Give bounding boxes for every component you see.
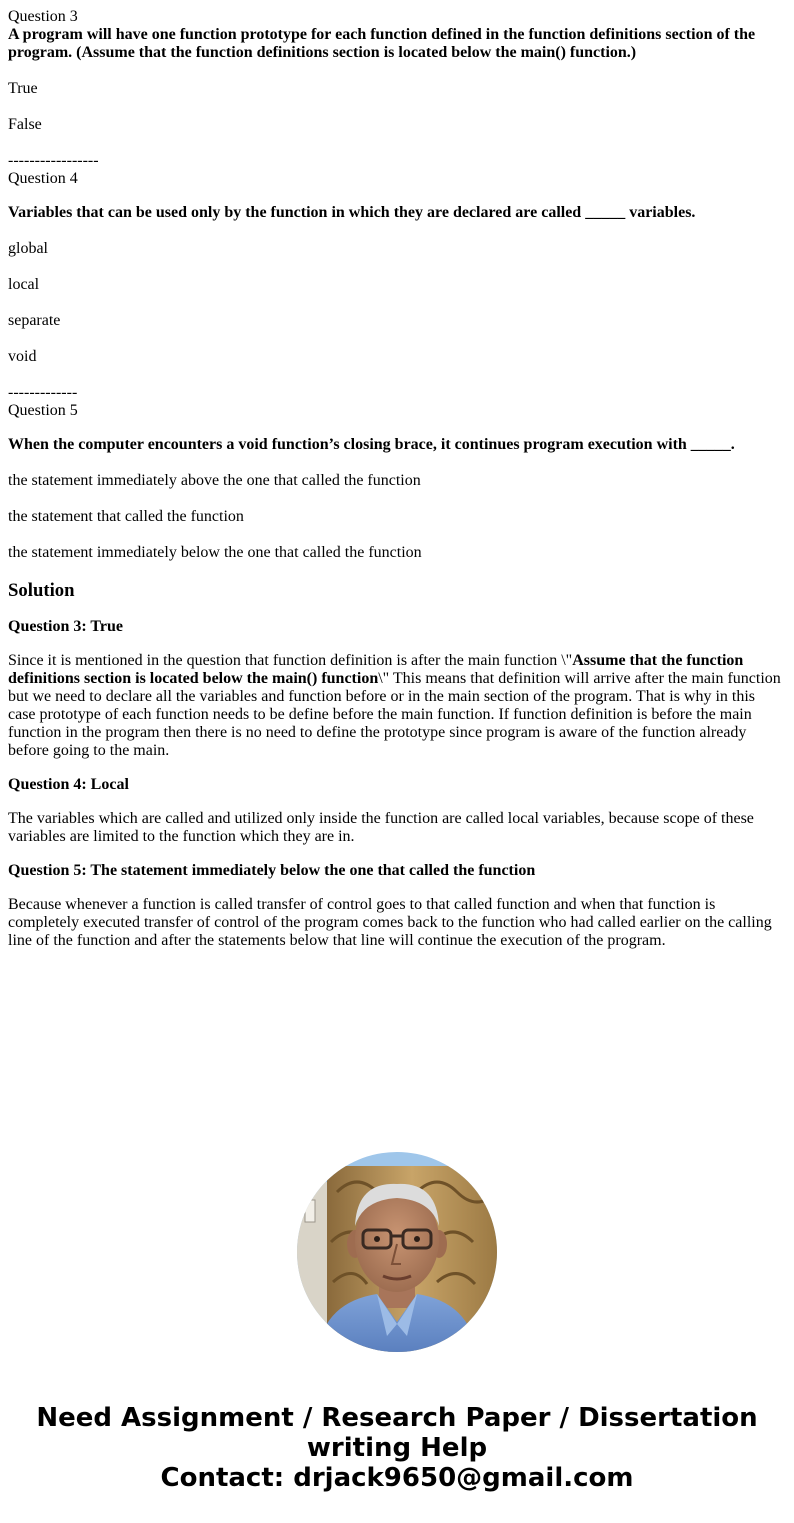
answer-3-text-after: \" This means that definition will arrive after the main function but we need to declare all the variables and function before or in the main section of the program. That is why in this case prototype of each function needs to be define before the main function. If function definition is before the main function in the program then there is no need to define the prototype since program is aware of the function already before going to the main. <box>8 670 781 759</box>
question-3-label: Question 3 <box>8 8 78 25</box>
question-4-option-separate: separate <box>8 312 61 329</box>
answer-3-explanation <box>8 652 786 760</box>
avatar-portrait-image <box>297 1152 497 1352</box>
promo-line-2: writing Help <box>306 1433 488 1463</box>
question-3 <box>8 8 786 170</box>
answer-3-quoted-assumption: Assume that the function definitions section is located below the main() function <box>8 652 744 687</box>
question-5-label: Question 5 <box>8 402 78 419</box>
question-4-option-void: void <box>8 348 37 365</box>
question-4-option-global: global <box>8 240 48 257</box>
separator-2: ------------- <box>8 384 78 401</box>
promo-contact: Contact: drjack9650@gmail.com <box>160 1463 634 1493</box>
promo-line-1: Need Assignment / Research Paper / Dissertation <box>36 1403 758 1433</box>
document-content <box>8 8 786 950</box>
question-5-option-same: the statement that called the function <box>8 508 244 525</box>
question-3-stem: A program will have one function prototype for each function defined in the function definitions section of the program. (Assume that the function definitions section is located below the main() function.) <box>8 26 756 61</box>
answer-4-explanation: The variables which are called and utilized only inside the function are called local variables, because scope of these variables are limited to the function which they are in. <box>8 810 754 845</box>
answer-4-title: Question 4: Local <box>8 776 129 793</box>
question-4-stem: Variables that can be used only by the function in which they are declared are called _____ variables. <box>8 204 696 221</box>
question-3-option-true: True <box>8 80 38 97</box>
question-5-option-below: the statement immediately below the one that called the function <box>8 544 422 561</box>
question-5-option-above: the statement immediately above the one that called the function <box>8 472 421 489</box>
answer-3-text-before: Since it is mentioned in the question that function definition is after the main function \" <box>8 652 573 669</box>
avatar <box>297 1152 497 1352</box>
promo-banner <box>0 1403 794 1493</box>
question-4 <box>8 170 786 402</box>
answer-3-title: Question 3: True <box>8 618 123 635</box>
question-5 <box>8 402 786 562</box>
answer-5-explanation: Because whenever a function is called transfer of control goes to that called function and when that function is completely executed transfer of control of the program comes back to the function who had called earlier on the calling line of the function and after the statements below that line will continue the execution of the program. <box>8 896 772 949</box>
question-4-option-local: local <box>8 276 40 293</box>
solution-heading: Solution <box>8 580 75 601</box>
question-5-stem: When the computer encounters a void function’s closing brace, it continues program execution with _____. <box>8 436 735 453</box>
question-3-option-false: False <box>8 116 42 133</box>
answer-5-title: Question 5: The statement immediately below the one that called the function <box>8 862 536 879</box>
separator-1: ----------------- <box>8 152 99 169</box>
question-4-label: Question 4 <box>8 170 78 187</box>
